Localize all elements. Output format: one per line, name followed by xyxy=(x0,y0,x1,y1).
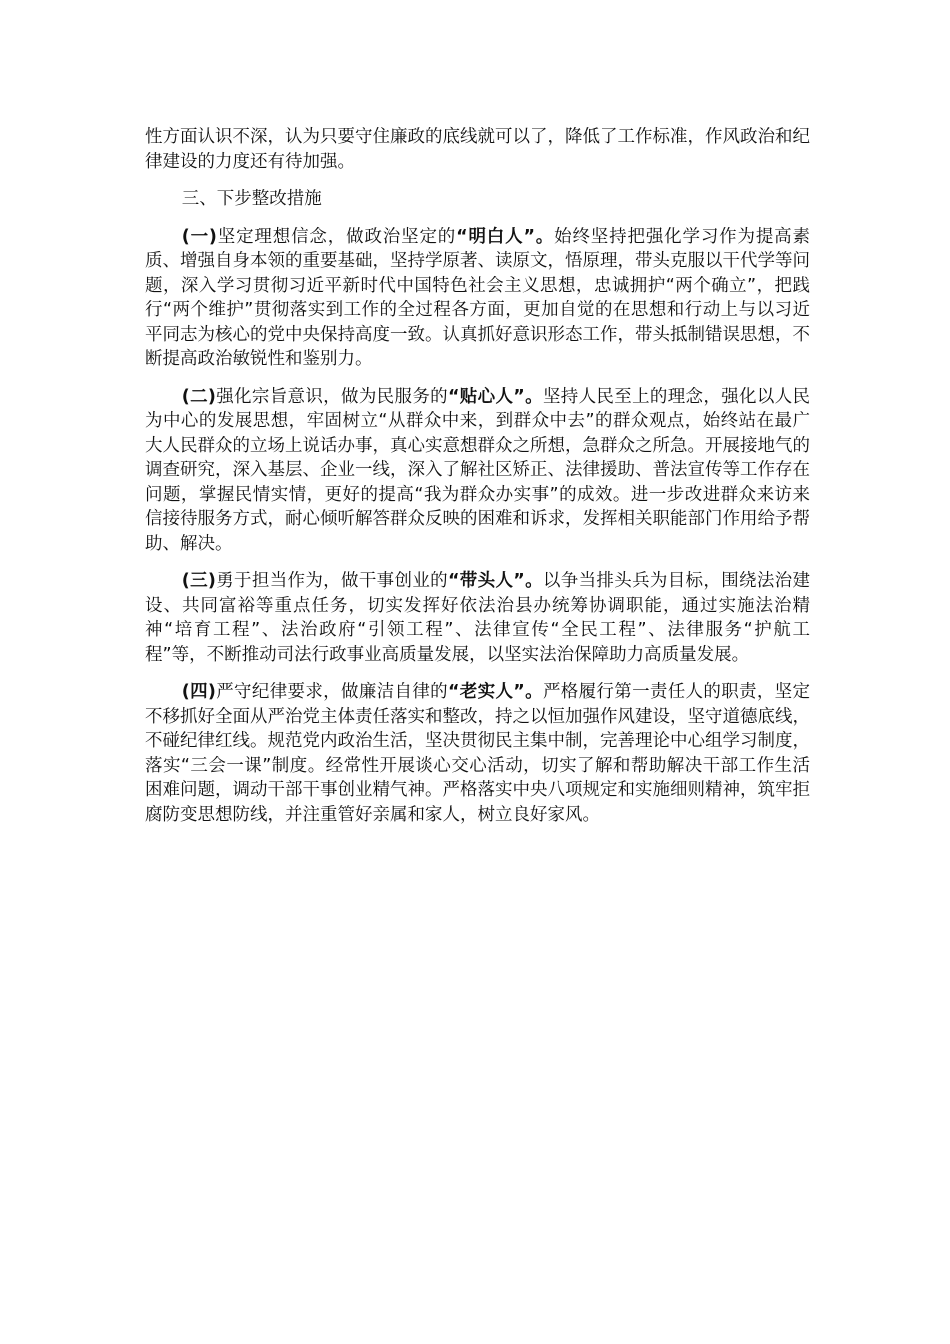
measure-item-2-title: 强化宗旨意识，做为民服务的 xyxy=(215,386,448,407)
measure-item-3 xyxy=(145,569,810,667)
measure-item-1-quote: “明白人”。 xyxy=(456,226,555,247)
measure-item-1-body: 始终坚持把强化学习作为提高素质、增强自身本领的重要基础，坚持学原著、读原文，悟原理，带头克服以干代学等问题，深入学习贯彻习近平新时代中国特色社会主义思想，忠诚拥护“两个确立”，把践行“两个维护”贯彻落实到工作的全过程各方面，更加自觉的在思想和行动上与以习近平同志为核心的党中央保持高度一致。认真抓好意识形态工作，带头抵制错误思想，不断提高政治敏锐性和鉴别力。 xyxy=(145,226,810,369)
measure-item-3-title: 勇于担当作为，做干事创业的 xyxy=(215,571,448,591)
measure-item-1-title: 坚定理想信念，做政治坚定的 xyxy=(216,226,457,247)
measure-item-1-number: (一) xyxy=(181,226,217,247)
measure-item-3-number: (三) xyxy=(181,571,216,591)
measure-item-2-quote: “贴心人”。 xyxy=(447,386,543,407)
measure-item-4-body: 严格履行第一责任人的职责，坚定不移抓好全面从严治党主体责任落实和整改，持之以恒加强作风建设，坚守道德底线，不碰纪律红线。规范党内政治生活，坚决贯彻民主集中制，完善理论中心组学习制度，落实“三会一课”制度。经常性开展谈心交心活动，切实了解和帮助解决干部工作生活困难问题，调动干部干事创业精气神。严格落实中央八项规定和实施细则精神，筑牢拒腐防变思想防线，并注重管好亲属和家人，树立良好家风。 xyxy=(145,682,810,825)
measure-item-2-body: 坚持人民至上的理念，强化以人民为中心的发展思想，牢固树立“从群众中来，到群众中去”的群众观点，始终站在最广大人民群众的立场上说话办事，真心实意想群众之所想，急群众之所急。开展接地气的调查研究，深入基层、企业一线，深入了解社区矫正、法律援助、普法宣传等工作存在问题，掌握民情实情，更好的提高“我为群众办实事”的成效。进一步改进群众来访来信接待服务方式，耐心倾听解答群众反映的困难和诉求，发挥相关职能部门作用给予帮助、解决。 xyxy=(145,386,810,554)
measure-item-3-quote: “带头人”。 xyxy=(447,571,543,591)
measure-item-2-number: (二) xyxy=(181,386,216,407)
measure-item-2 xyxy=(145,385,810,557)
document-body xyxy=(145,125,810,840)
measure-item-4-title: 严守纪律要求，做廉洁自律的 xyxy=(215,682,448,702)
measure-item-1 xyxy=(145,225,810,372)
measure-item-4-number: (四) xyxy=(181,682,216,702)
intro-paragraph: 性方面认识不深，认为只要守住廉政的底线就可以了，降低了工作标准，作风政治和纪律建设的力度还有待加强。 xyxy=(145,127,810,172)
measure-item-4 xyxy=(145,680,810,827)
measure-item-3-body: 以争当排头兵为目标，围绕法治建设、共同富裕等重点任务，切实发挥好依法治县办统筹协调职能，通过实施法治精神“培育工程”、法治政府“引领工程”、法律宣传“全民工程”、法律服务“护航工程”等，不断推动司法行政事业高质量发展，以坚实法治保障助力高质量发展。 xyxy=(145,571,810,665)
section-heading: 三、下步整改措施 xyxy=(181,189,322,209)
measure-item-4-quote: “老实人”。 xyxy=(447,682,543,702)
